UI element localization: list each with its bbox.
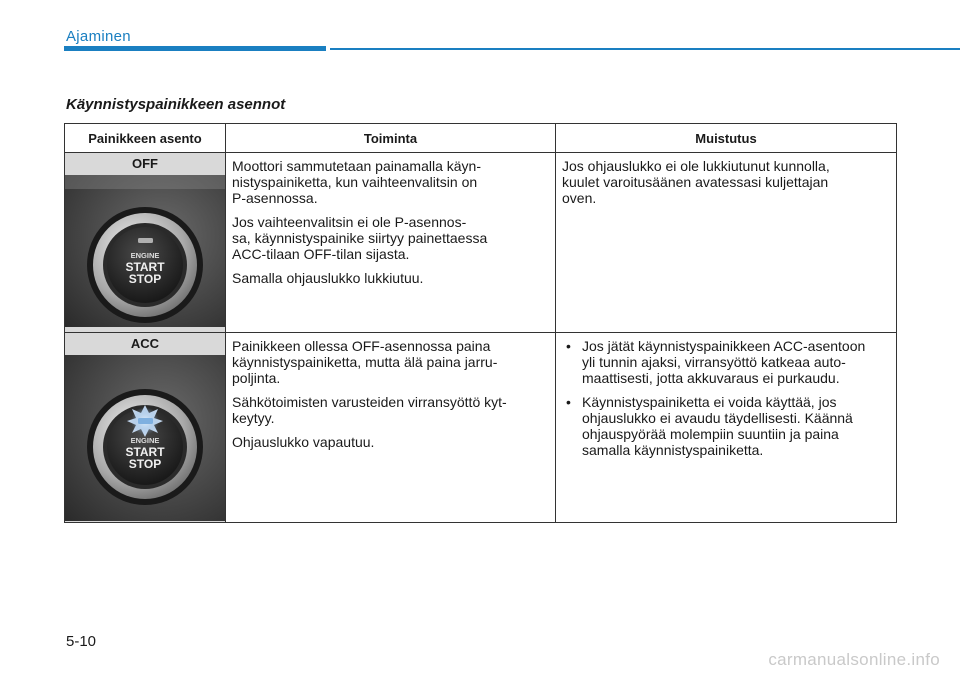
- position-cell-off: [65, 153, 226, 333]
- action-paragraph: Painikkeen ollessa OFF-asennossa paina käynnistyspainiketta, mutta älä paina jarru- poljinta.: [232, 338, 498, 386]
- position-cell-acc: [65, 333, 226, 523]
- table-heading: Käynnistyspainikkeen asennot: [66, 96, 286, 113]
- engine-button-photo-acc: [65, 355, 225, 521]
- position-label-off: OFF: [65, 153, 225, 175]
- action-paragraph: Jos vaihteenvalitsin ei ole P-asennos- sa, käynnistyspainike siirtyy painettaessa ACC-tilaan OFF-tilan sijasta.: [232, 214, 488, 262]
- button-text-start: START: [125, 260, 165, 274]
- note-list: [562, 338, 892, 458]
- button-text-start: START: [125, 445, 165, 459]
- note-cell-acc: [556, 333, 897, 523]
- page-number: 5-10: [66, 633, 97, 650]
- note-paragraph: Jos ohjauslukko ei ole lukkiutunut kunnolla, kuulet varoitusäänen avatessasi kuljettajan oven.: [562, 158, 830, 206]
- action-paragraph: Sähkötoimisten varusteiden virransyöttö kyt- keytyy.: [232, 394, 507, 426]
- action-paragraph: Ohjauslukko vapautuu.: [232, 434, 375, 450]
- action-cell-acc: [226, 333, 556, 523]
- note-bullet-text: Käynnistyspainiketta ei voida käyttää, jos ohjauslukko ei avaudu täydellisesti. Käännä ohjauspyörää molempiin suuntiin ja paina samalla käynnistyspainiketta.: [582, 394, 853, 458]
- action-cell-off: [226, 153, 556, 333]
- header-rule-thick: [64, 46, 326, 51]
- watermark: carmanualsonline.info: [768, 650, 940, 669]
- table-header-row: [65, 124, 897, 153]
- table-row-off: [65, 153, 897, 333]
- header-rule-thin: [330, 48, 960, 50]
- button-text-engine: ENGINE: [130, 251, 160, 260]
- indicator-light-acc: [138, 418, 153, 424]
- note-bullet-text: Jos jätät käynnistyspainikkeen ACC-asentoon yli tunnin ajaksi, virransyöttö katkeaa auto- maattisesti, jotta akkuvaraus ei purkaudu.: [582, 338, 866, 386]
- table-row-acc: [65, 333, 897, 523]
- action-paragraph: Moottori sammutetaan painamalla käyn- nistyspainiketta, kun vaihteenvalitsin on P-asennossa.: [232, 158, 482, 206]
- engine-button-photo-off: [65, 175, 225, 327]
- list-item: [562, 394, 892, 458]
- position-label-acc: ACC: [65, 333, 225, 355]
- column-header-note: Muistutus: [556, 124, 897, 153]
- button-text-engine: ENGINE: [130, 436, 160, 445]
- column-header-action: Toiminta: [226, 124, 556, 153]
- button-text-stop: STOP: [128, 457, 162, 471]
- indicator-light-off: [138, 238, 153, 243]
- button-text-stop: STOP: [128, 272, 162, 286]
- section-title: Ajaminen: [66, 28, 131, 45]
- column-header-position: Painikkeen asento: [65, 124, 226, 153]
- note-cell-off: [556, 153, 897, 333]
- bullet-icon: •: [566, 394, 571, 410]
- button-positions-table: [64, 123, 897, 523]
- list-item: [562, 338, 892, 386]
- start-stop-button-acc-image: [65, 355, 225, 521]
- start-stop-button-off-image: [65, 175, 225, 327]
- action-paragraph: Samalla ohjauslukko lukkiutuu.: [232, 270, 424, 286]
- bullet-icon: •: [566, 338, 571, 354]
